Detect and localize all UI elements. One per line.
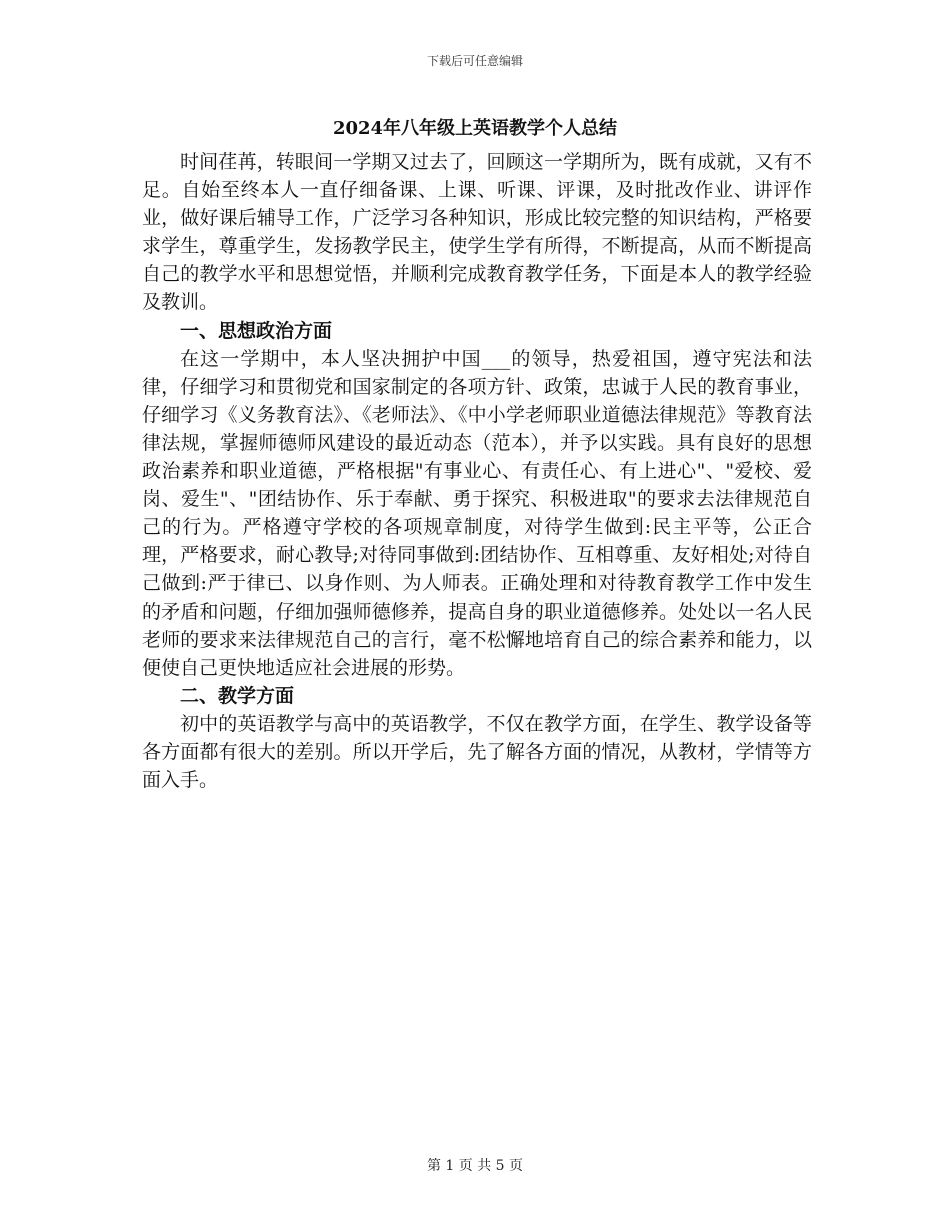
section-2-paragraph: 初中的英语教学与高中的英语教学，不仅在教学方面，在学生、教学设备等各方面都有很大的差别。所以开学后，先了解各方面的情况，从教材，学情等方面入手。	[142, 712, 812, 792]
intro-paragraph: 时间荏苒，转眼间一学期又过去了，回顾这一学期所为，既有成就，又有不足。自始至终本人一直仔细备课、上课、听课、评课，及时批改作业、讲评作业，做好课后辅导工作，广泛学习各种知识，形成比较完整的知识结构，严格要求学生，尊重学生，发扬教学民主，使学生学有所得，不断提高，从而不断提高自己的教学水平和思想觉悟，并顺利完成教育教学任务，下面是本人的教学经验及教训。	[142, 151, 812, 314]
document-title: 2024年八年级上英语教学个人总结	[332, 118, 618, 139]
section-1-heading: 一、思想政治方面	[180, 319, 333, 342]
page-footer-number: 第 1 页 共 5 页	[426, 1158, 524, 1174]
page-header-note: 下载后可任意编辑	[426, 54, 523, 68]
document-body	[142, 148, 812, 794]
section-1-paragraph: 在这一学期中，本人坚决拥护中国___的领导，热爱祖国，遵守宪法和法律，仔细学习和贯彻党和国家制定的各项方针、政策，忠诚于人民的教育事业，仔细学习《义务教育法》、《老师法》、《中小学老师职业道德法律规范》等教育法律法规，掌握师德师风建设的最近动态（范本），并予以实践。具有良好的思想政治素养和职业道德，严格根据"有事业心、有责任心、有上进心"、"爱校、爱岗、爱生"、"团结协作、乐于奉献、勇于探究、积极进取"的要求去法律规范自己的行为。严格遵守学校的各项规章制度，对待学生做到:民主平等，公正合理，严格要求，耐心教导;对待同事做到:团结协作、互相尊重、友好相处;对待自己做到:严于律已、以身作则、为人师表。正确处理和对待教育教学工作中发生的矛盾和问题，仔细加强师德修养，提高自身的职业道德修养。处处以一名人民老师的要求来法律规范自己的言行，毫不松懈地培育自己的综合素养和能力，以便使自己更快地适应社会进展的形势。	[142, 347, 812, 679]
section-2-heading: 二、教学方面	[180, 684, 295, 707]
